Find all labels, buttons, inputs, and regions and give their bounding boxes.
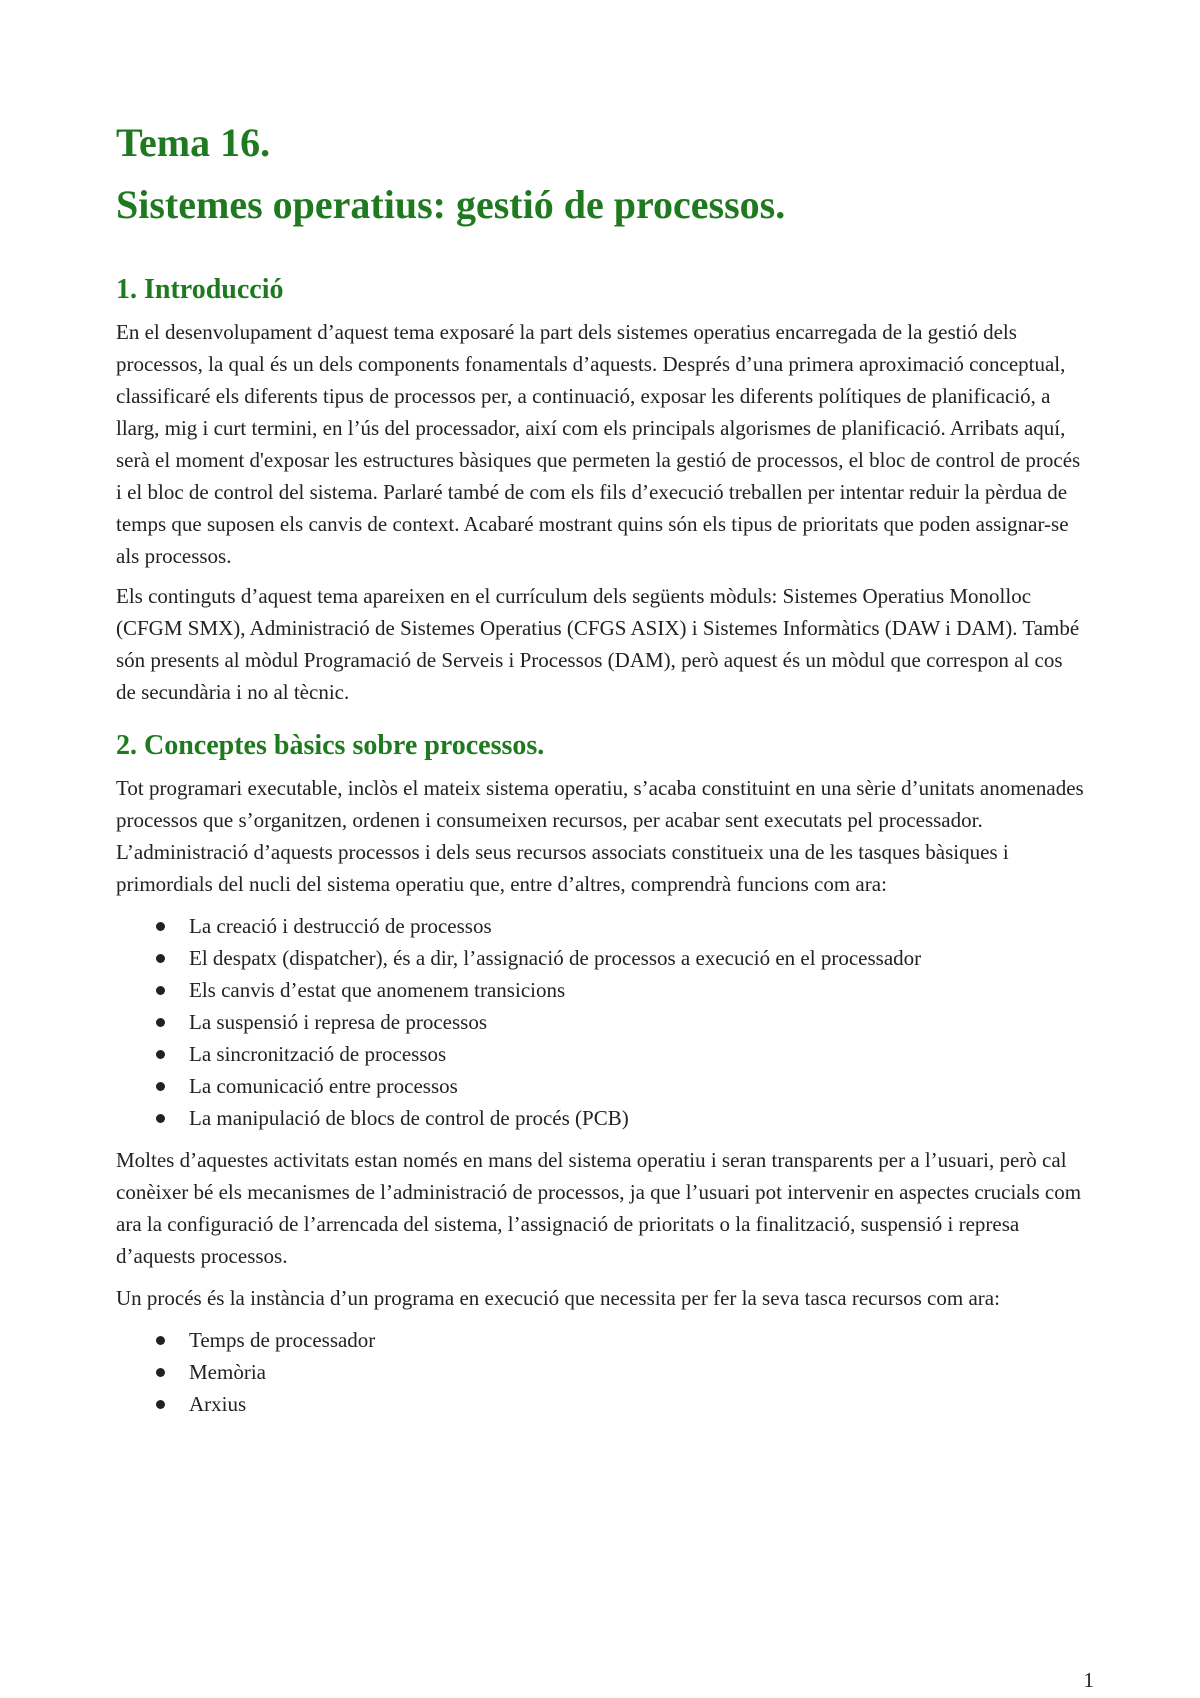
list-item: El despatx (dispatcher), és a dir, l’assignació de processos a execució en el processador	[116, 942, 1086, 974]
list-item: La suspensió i represa de processos	[116, 1006, 1086, 1038]
document-title	[116, 112, 1086, 236]
page-number: 1	[1083, 1668, 1094, 1692]
title-line-1: Tema 16.	[116, 120, 271, 165]
list-item: La sincronització de processos	[116, 1038, 1086, 1070]
resources-list	[116, 1324, 1086, 1420]
section-1-paragraph: Els continguts d’aquest tema apareixen en el currículum dels següents mòduls: Sistemes Operatius Monolloc (CFGM SMX), Administració de Sistemes Operatius (CFGS ASIX) i Sistemes Informàtics (DAW i DAM). També són presents al mòdul Programació de Serveis i Processos (DAM), però aquest és un mòdul que correspon al cos de secundària i no al tècnic.	[116, 584, 1080, 704]
list-item: La manipulació de blocs de control de procés (PCB)	[116, 1102, 1086, 1134]
title-line-2: Sistemes operatius: gestió de processos.	[116, 182, 786, 227]
bullet-icon	[156, 1018, 165, 1027]
bullet-icon	[156, 1368, 165, 1377]
bullet-icon	[156, 1400, 165, 1409]
section-2-paragraph: Un procés és la instància d’un programa en execució que necessita per fer la seva tasca recursos com ara:	[116, 1286, 1000, 1310]
bullet-icon	[156, 1050, 165, 1059]
bullet-icon	[156, 954, 165, 963]
bullet-icon	[156, 1336, 165, 1345]
bullet-icon	[156, 1082, 165, 1091]
list-item: Temps de processador	[116, 1324, 1086, 1356]
list-item: Arxius	[116, 1388, 1086, 1420]
section-1-heading: 1. Introducció	[116, 274, 284, 305]
section-2-heading: 2. Conceptes bàsics sobre processos.	[116, 730, 545, 761]
list-item: Memòria	[116, 1356, 1086, 1388]
list-item: Els canvis d’estat que anomenem transicions	[116, 974, 1086, 1006]
section-1-paragraph: En el desenvolupament d’aquest tema exposaré la part dels sistemes operatius encarregada de la gestió dels processos, la qual és un dels components fonamentals d’aquests. Després d’una primera aproximació conceptual, classificaré els diferents tipus de processos per, a continuació, exposar les diferents polítiques de planificació, a llarg, mig i curt termini, en l’ús del processador, així com els principals algorismes de planificació. Arribats aquí, serà el moment d'exposar les estructures bàsiques que permeten la gestió de processos, el bloc de control de procés i el bloc de control del sistema. Parlaré també de com els fils d’execució treballen per intentar reduir la pèrdua de temps que suposen els canvis de context. Acabaré mostrant quins són els tipus de prioritats que poden assignar-se als processos.	[116, 320, 1081, 568]
bullet-icon	[156, 1114, 165, 1123]
functions-list	[116, 910, 1086, 1134]
list-item: La creació i destrucció de processos	[116, 910, 1086, 942]
document-page	[116, 112, 1086, 1420]
bullet-icon	[156, 986, 165, 995]
bullet-icon	[156, 922, 165, 931]
section-2-intro: Tot programari executable, inclòs el mateix sistema operatiu, s’acaba constituint en una sèrie d’unitats anomenades processos que s’organitzen, ordenen i consumeixen recursos, per acabar sent executats pel processador. L’administració d’aquests processos i dels seus recursos associats constitueix una de les tasques bàsiques i primordials del nucli del sistema operatiu que, entre d’altres, comprendrà funcions com ara:	[116, 776, 1084, 896]
section-2-paragraph: Moltes d’aquestes activitats estan només en mans del sistema operatiu i seran transparents per a l’usuari, però cal conèixer bé els mecanismes de l’administració de processos, ja que l’usuari pot intervenir en aspectes crucials com ara la configuració de l’arrencada del sistema, l’assignació de prioritats o la finalització, suspensió i represa d’aquests processos.	[116, 1148, 1082, 1268]
list-item: La comunicació entre processos	[116, 1070, 1086, 1102]
